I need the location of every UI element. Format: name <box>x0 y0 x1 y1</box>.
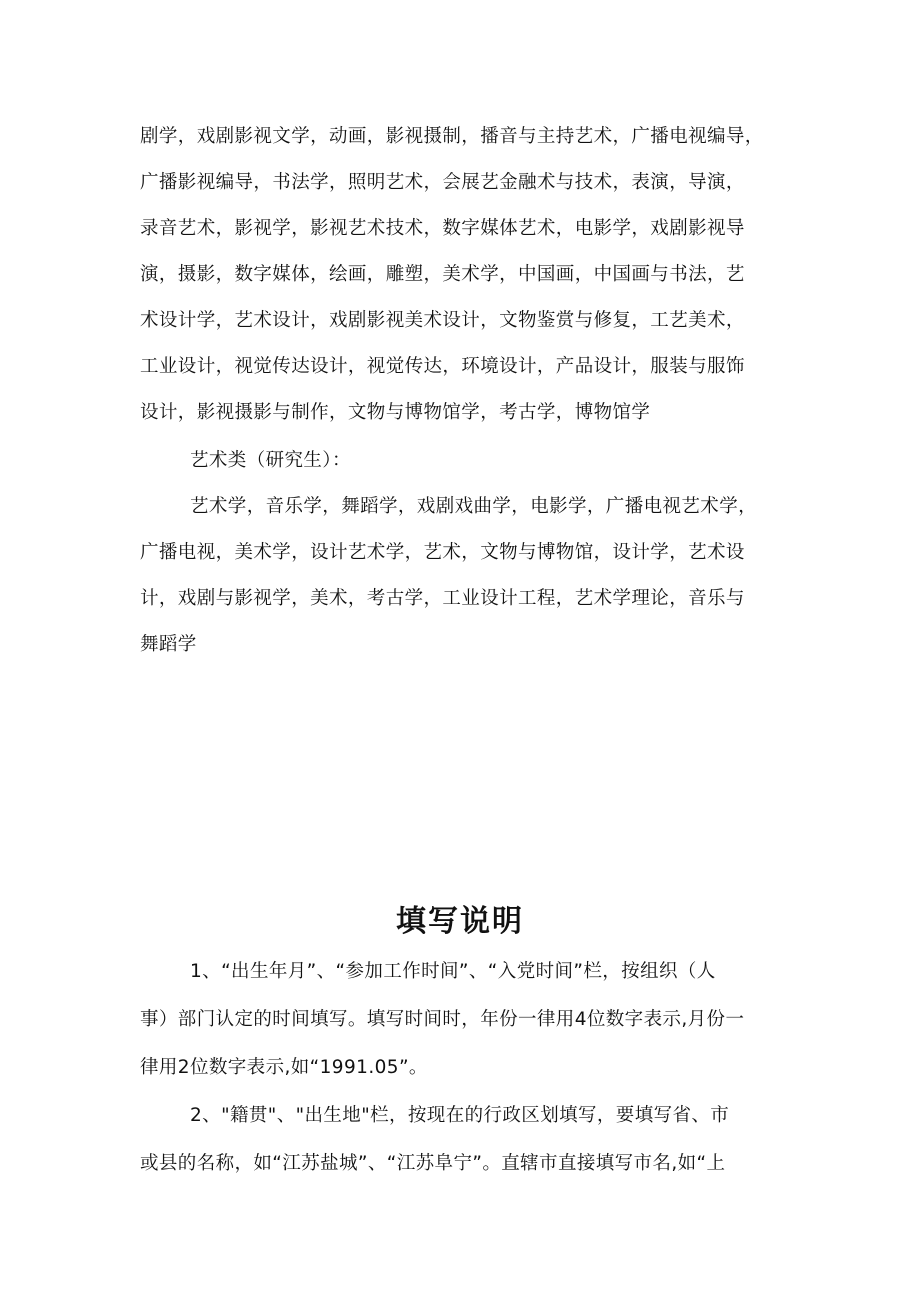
art-grad-line: 艺术学，音乐学，舞蹈学，戏剧戏曲学，电影学，广播电视艺术学， <box>190 496 758 517</box>
note-item-1 <box>140 948 790 1092</box>
art-graduate-heading-block <box>140 438 790 484</box>
instructions-notes <box>140 948 790 1188</box>
note-line: 事）部门认定的时间填写。填写时间时，年份一律用4位数字表示,月份一 <box>140 1009 745 1030</box>
art-grad-line: 舞蹈学 <box>140 634 197 655</box>
art-undergrad-line: 工业设计，视觉传达设计，视觉传达，环境设计，产品设计，服装与服饰 <box>140 356 745 377</box>
art-grad-line: 计，戏剧与影视学，美术，考古学，工业设计工程，艺术学理论，音乐与 <box>140 588 745 609</box>
note-line: 律用2位数字表示,如“1991.05”。 <box>140 1057 428 1078</box>
art-undergrad-line: 录音艺术，影视学，影视艺术技术，数字媒体艺术，电影学，戏剧影视导 <box>140 218 745 239</box>
note-line: 1、“出生年月”、“参加工作时间”、“入党时间”栏，按组织（人 <box>190 961 716 982</box>
art-graduate-majors <box>140 484 790 668</box>
note-line: 或县的名称，如“江苏盐城”、“江苏阜宁”。直辖市直接填写市名,如“上 <box>140 1153 726 1174</box>
art-undergrad-line: 剧学，戏剧影视文学，动画，影视摄制，播音与主持艺术，广播电视编导， <box>140 126 764 147</box>
instructions-title: 填写说明 <box>396 904 524 939</box>
art-undergrad-line: 设计，影视摄影与制作，文物与博物馆学，考古学，博物馆学 <box>140 402 651 423</box>
art-graduate-heading: 艺术类（研究生）： <box>190 450 351 471</box>
art-undergraduate-majors <box>140 114 790 436</box>
note-line: 2、"籍贯"、"出生地"栏，按现在的行政区划填写，要填写省、市 <box>190 1105 730 1126</box>
note-item-2 <box>140 1092 790 1188</box>
art-undergrad-line: 术设计学，艺术设计，戏剧影视美术设计，文物鉴赏与修复，工艺美术， <box>140 310 745 331</box>
art-undergrad-line: 广播影视编导，书法学，照明艺术，会展艺金融术与技术，表演，导演， <box>140 172 745 193</box>
art-grad-line: 广播电视，美术学，设计艺术学，艺术，文物与博物馆，设计学，艺术设 <box>140 542 745 563</box>
art-undergrad-line: 演，摄影，数字媒体，绘画，雕塑，美术学，中国画，中国画与书法，艺 <box>140 264 745 285</box>
